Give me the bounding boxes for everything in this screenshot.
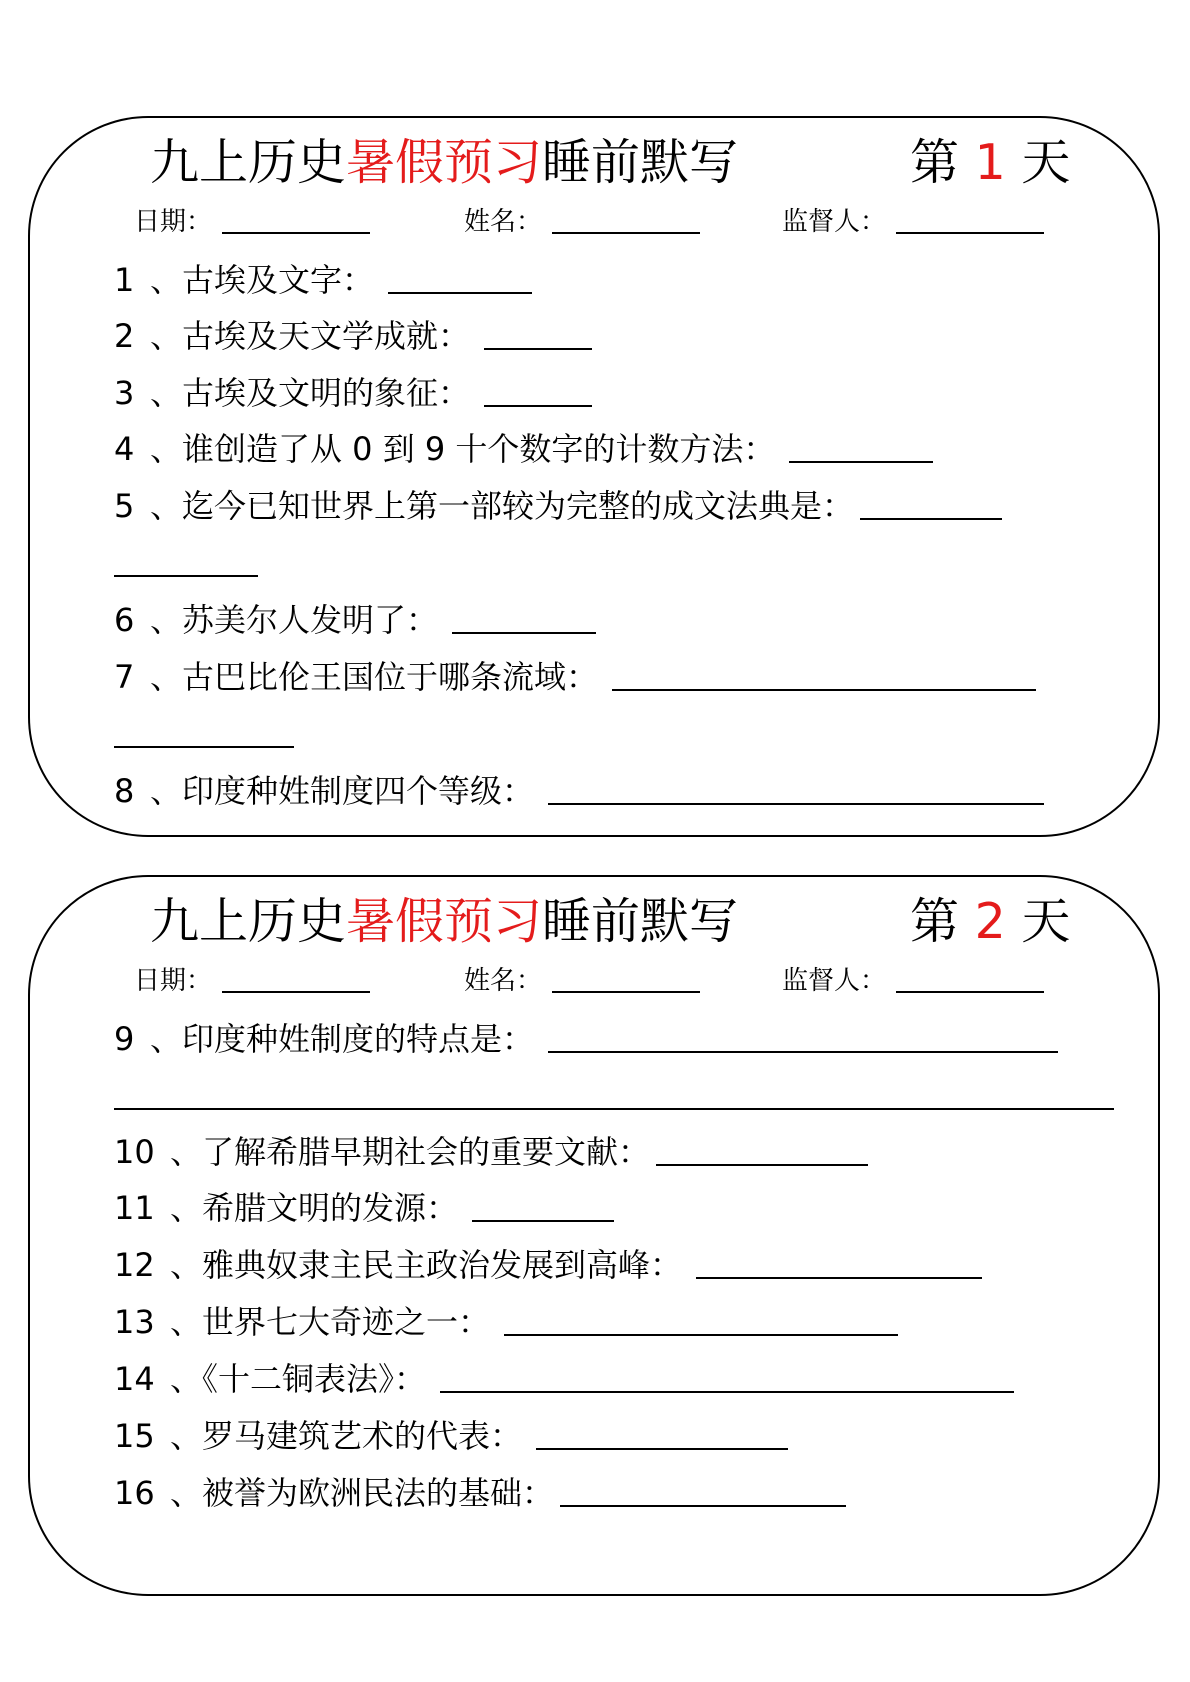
name-blank[interactable] (552, 961, 700, 993)
question-item (114, 1294, 898, 1350)
answer-blank[interactable] (548, 763, 1044, 805)
question-item (114, 1351, 1014, 1407)
worksheet-card-day-2 (28, 875, 1160, 1596)
answer-blank[interactable] (452, 592, 596, 634)
question-number: 5 (114, 487, 135, 525)
date-label: 日期： (134, 966, 213, 996)
question-item (114, 1408, 788, 1464)
answer-blank[interactable] (612, 649, 1036, 691)
meta-row (30, 202, 1158, 242)
day-suffix: 天 (1005, 134, 1071, 191)
question-item (114, 478, 1002, 534)
answer-blank-continuation[interactable] (114, 575, 258, 577)
supervisor-label: 监督人： (782, 207, 887, 237)
title-highlight: 暑假预习 (346, 893, 543, 950)
answer-blank[interactable] (789, 421, 933, 463)
question-text: 、被誉为欧洲民法的基础： (170, 1474, 555, 1512)
question-text: 、迄今已知世界上第一部较为完整的成文法典是： (150, 487, 855, 525)
question-item (114, 592, 596, 648)
question-number: 8 (114, 772, 135, 810)
question-number: 1 (114, 261, 135, 299)
date-label: 日期： (134, 207, 213, 237)
answer-blank[interactable] (484, 365, 592, 407)
answer-blank[interactable] (860, 478, 1002, 520)
question-number: 12 (114, 1246, 155, 1284)
answer-blank[interactable] (536, 1408, 788, 1450)
question-item (114, 252, 532, 308)
day-counter (910, 130, 1070, 196)
question-number: 9 (114, 1020, 135, 1058)
question-number: 4 (114, 430, 135, 468)
worksheet-card-day-1 (28, 116, 1160, 837)
answer-blank-continuation[interactable] (114, 1108, 1114, 1110)
supervisor-label: 监督人： (782, 966, 887, 996)
question-number: 11 (114, 1189, 155, 1227)
question-text: 、古埃及文字： (150, 261, 375, 299)
question-text: 、希腊文明的发源： (170, 1189, 459, 1227)
question-number: 15 (114, 1417, 155, 1455)
date-blank[interactable] (222, 961, 370, 993)
question-text: 、苏美尔人发明了： (150, 601, 439, 639)
question-number: 3 (114, 374, 135, 412)
answer-blank[interactable] (484, 308, 592, 350)
question-item (114, 365, 592, 421)
question-number: 6 (114, 601, 135, 639)
date-field (134, 202, 370, 242)
answer-blank[interactable] (472, 1180, 614, 1222)
question-text: 、罗马建筑艺术的代表： (170, 1417, 523, 1455)
day-suffix: 天 (1005, 893, 1071, 950)
date-blank[interactable] (222, 202, 370, 234)
supervisor-field (782, 202, 1044, 242)
question-item (114, 308, 592, 364)
question-number: 16 (114, 1474, 155, 1512)
day-number: 1 (974, 134, 1006, 191)
title-suffix: 睡前默写 (542, 893, 739, 950)
question-text: 、古巴比伦王国位于哪条流域： (150, 658, 599, 696)
question-number: 14 (114, 1360, 155, 1398)
day-counter (910, 889, 1070, 955)
meta-row (30, 961, 1158, 1001)
question-text: 、古埃及天文学成就： (150, 317, 471, 355)
name-field (464, 202, 700, 242)
question-text: 、雅典奴隶主民主政治发展到高峰： (170, 1246, 683, 1284)
title-suffix: 睡前默写 (542, 134, 739, 191)
question-number: 13 (114, 1303, 155, 1341)
question-item (114, 421, 933, 477)
name-field (464, 961, 700, 1001)
answer-blank[interactable] (696, 1237, 982, 1279)
question-number: 7 (114, 658, 135, 696)
question-item (114, 649, 1036, 705)
question-item (114, 763, 1044, 819)
title-prefix: 九上历史 (150, 134, 347, 191)
answer-blank[interactable] (504, 1294, 898, 1336)
question-item (114, 1237, 982, 1293)
answer-blank[interactable] (440, 1351, 1014, 1393)
day-prefix: 第 (910, 134, 975, 191)
question-text: 、印度种姓制度的特点是： (150, 1020, 535, 1058)
answer-blank[interactable] (560, 1465, 846, 1507)
supervisor-blank[interactable] (896, 202, 1044, 234)
question-item (114, 1011, 1058, 1067)
title-highlight: 暑假预习 (346, 134, 543, 191)
question-text: 、谁创造了从 0 到 9 十个数字的计数方法： (150, 430, 776, 468)
name-blank[interactable] (552, 202, 700, 234)
answer-blank[interactable] (656, 1124, 868, 1166)
supervisor-blank[interactable] (896, 961, 1044, 993)
question-text: 、《十二铜表法》： (170, 1360, 427, 1398)
question-text: 、了解希腊早期社会的重要文献： (170, 1133, 651, 1171)
answer-blank-continuation[interactable] (114, 746, 294, 748)
day-number: 2 (974, 893, 1006, 950)
title-prefix: 九上历史 (150, 893, 347, 950)
question-text: 、古埃及文明的象征： (150, 374, 471, 412)
date-field (134, 961, 370, 1001)
question-number: 2 (114, 317, 135, 355)
card-title (150, 130, 1158, 196)
question-item (114, 1180, 614, 1236)
name-label: 姓名： (464, 966, 543, 996)
answer-blank[interactable] (548, 1011, 1058, 1053)
question-item (114, 1124, 868, 1180)
question-text: 、世界七大奇迹之一： (170, 1303, 491, 1341)
card-title (150, 889, 1158, 955)
name-label: 姓名： (464, 207, 543, 237)
question-item (114, 1465, 846, 1521)
question-number: 10 (114, 1133, 155, 1171)
supervisor-field (782, 961, 1044, 1001)
question-text: 、印度种姓制度四个等级： (150, 772, 535, 810)
answer-blank[interactable] (388, 252, 532, 294)
day-prefix: 第 (910, 893, 975, 950)
